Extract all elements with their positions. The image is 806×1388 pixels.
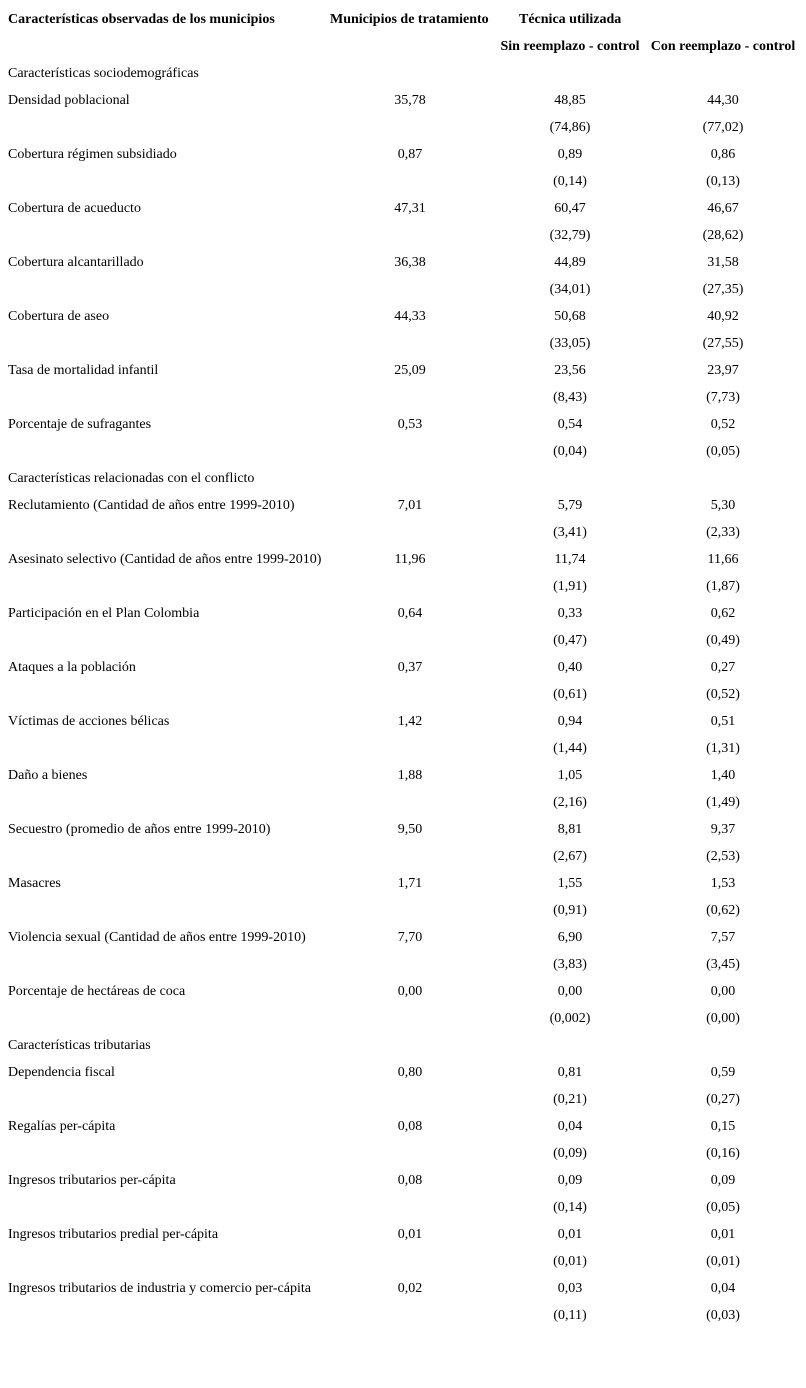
table-row [0, 253, 806, 280]
con-reemplazo-value: 0,01 [710, 1227, 736, 1242]
row-label: Porcentaje de sufragantes [8, 417, 152, 432]
sin-reemplazo-se: (0,14) [553, 1200, 587, 1215]
sin-reemplazo-se: (8,43) [553, 390, 587, 405]
sin-reemplazo-value: 0,00 [557, 984, 583, 999]
row-label: Ingresos tributarios per-cápita [8, 1173, 176, 1188]
con-reemplazo-se: (0,05) [706, 444, 740, 459]
con-reemplazo-value: 1,53 [710, 876, 736, 891]
std-error-row [0, 1144, 806, 1171]
std-error-row [0, 955, 806, 982]
table-row [0, 982, 806, 1009]
row-label: Tasa de mortalidad infantil [8, 363, 159, 378]
sin-reemplazo-value: 50,68 [554, 309, 586, 324]
con-reemplazo-value: 44,30 [707, 93, 739, 108]
std-error-row [0, 739, 806, 766]
std-error-row [0, 901, 806, 928]
treatment-value: 9,50 [397, 822, 423, 837]
std-error-row [0, 1306, 806, 1333]
con-reemplazo-value: 31,58 [707, 255, 739, 270]
row-label: Secuestro (promedio de años entre 1999-2010) [8, 822, 271, 837]
std-error-row [0, 1252, 806, 1279]
sin-reemplazo-se: (0,11) [553, 1308, 587, 1323]
sin-reemplazo-se: (0,91) [553, 903, 587, 918]
std-error-row [0, 172, 806, 199]
con-reemplazo-value: 0,09 [710, 1173, 736, 1188]
table-row [0, 658, 806, 685]
sin-reemplazo-value: 0,04 [557, 1119, 583, 1134]
header-technique: Técnica utilizada [519, 12, 622, 27]
table-row [0, 415, 806, 442]
sin-reemplazo-value: 5,79 [557, 498, 583, 513]
con-reemplazo-se: (77,02) [702, 120, 744, 135]
sin-reemplazo-value: 0,33 [557, 606, 583, 621]
section-label: Características relacionadas con el conflicto [8, 471, 255, 486]
row-label: Ingresos tributarios predial per-cápita [8, 1227, 219, 1242]
treatment-value: 44,33 [394, 309, 426, 324]
std-error-row [0, 685, 806, 712]
table-row [0, 1117, 806, 1144]
sin-reemplazo-value: 0,09 [557, 1173, 583, 1188]
treatment-value: 36,38 [394, 255, 426, 270]
section-label: Características sociodemográficas [8, 66, 199, 81]
std-error-row [0, 847, 806, 874]
treatment-value: 0,01 [397, 1227, 423, 1242]
std-error-row [0, 1198, 806, 1225]
con-reemplazo-value: 0,62 [710, 606, 736, 621]
con-reemplazo-se: (0,05) [706, 1200, 740, 1215]
std-error-row [0, 793, 806, 820]
con-reemplazo-se: (27,35) [702, 282, 744, 297]
sin-reemplazo-se: (2,16) [553, 795, 587, 810]
treatment-value: 0,00 [397, 984, 423, 999]
con-reemplazo-se: (0,01) [706, 1254, 740, 1269]
con-reemplazo-value: 0,59 [710, 1065, 736, 1080]
con-reemplazo-value: 0,51 [710, 714, 736, 729]
con-reemplazo-se: (7,73) [706, 390, 740, 405]
sin-reemplazo-value: 8,81 [557, 822, 583, 837]
treatment-value: 0,87 [397, 147, 423, 162]
header-treatment: Municipios de tratamiento [330, 12, 489, 27]
table-row [0, 1171, 806, 1198]
std-error-row [0, 631, 806, 658]
table-row [0, 766, 806, 793]
sin-reemplazo-se: (0,61) [553, 687, 587, 702]
sin-reemplazo-value: 44,89 [554, 255, 586, 270]
con-reemplazo-se: (1,49) [706, 795, 740, 810]
row-label: Cobertura de aseo [8, 309, 110, 324]
section-label: Características tributarias [8, 1038, 151, 1053]
sin-reemplazo-value: 1,05 [557, 768, 583, 783]
table-row [0, 1063, 806, 1090]
std-error-row [0, 334, 806, 361]
con-reemplazo-se: (0,62) [706, 903, 740, 918]
row-label: Regalías per-cápita [8, 1119, 116, 1134]
header-row-2 [0, 37, 806, 64]
sin-reemplazo-se: (74,86) [549, 120, 591, 135]
con-reemplazo-value: 23,97 [707, 363, 739, 378]
row-label: Densidad poblacional [8, 93, 130, 108]
con-reemplazo-value: 0,27 [710, 660, 736, 675]
con-reemplazo-se: (28,62) [702, 228, 744, 243]
table-row [0, 1225, 806, 1252]
row-label: Violencia sexual (Cantidad de años entre 1999-2010) [8, 930, 306, 945]
sin-reemplazo-se: (3,83) [553, 957, 587, 972]
row-label: Asesinato selectivo (Cantidad de años entre 1999-2010) [8, 552, 322, 567]
table-row [0, 307, 806, 334]
con-reemplazo-value: 11,66 [707, 552, 739, 567]
con-reemplazo-se: (0,49) [706, 633, 740, 648]
sin-reemplazo-se: (1,91) [553, 579, 587, 594]
sin-reemplazo-se: (0,09) [553, 1146, 587, 1161]
con-reemplazo-value: 0,04 [710, 1281, 736, 1296]
sin-reemplazo-se: (1,44) [553, 741, 587, 756]
table-row [0, 550, 806, 577]
con-reemplazo-value: 0,15 [710, 1119, 736, 1134]
table-row [0, 91, 806, 118]
treatment-value: 35,78 [394, 93, 426, 108]
row-label: Víctimas de acciones bélicas [8, 714, 170, 729]
std-error-row [0, 523, 806, 550]
treatment-value: 1,71 [397, 876, 423, 891]
treatment-value: 11,96 [394, 552, 426, 567]
con-reemplazo-se: (1,87) [706, 579, 740, 594]
con-reemplazo-se: (0,00) [706, 1011, 740, 1026]
table-row [0, 199, 806, 226]
sin-reemplazo-value: 1,55 [557, 876, 583, 891]
sin-reemplazo-se: (0,14) [553, 174, 587, 189]
treatment-value: 47,31 [394, 201, 426, 216]
row-label: Cobertura de acueducto [8, 201, 141, 216]
std-error-row [0, 388, 806, 415]
con-reemplazo-se: (1,31) [706, 741, 740, 756]
table-row [0, 820, 806, 847]
con-reemplazo-value: 9,37 [710, 822, 736, 837]
row-label: Cobertura régimen subsidiado [8, 147, 177, 162]
con-reemplazo-value: 40,92 [707, 309, 739, 324]
con-reemplazo-se: (0,16) [706, 1146, 740, 1161]
table-row [0, 928, 806, 955]
row-label: Reclutamiento (Cantidad de años entre 1999-2010) [8, 498, 295, 513]
con-reemplazo-value: 0,52 [710, 417, 736, 432]
sin-reemplazo-value: 0,81 [557, 1065, 583, 1080]
con-reemplazo-se: (2,33) [706, 525, 740, 540]
table-row [0, 874, 806, 901]
treatment-value: 1,42 [397, 714, 423, 729]
row-label: Masacres [8, 876, 61, 891]
std-error-row [0, 1090, 806, 1117]
section-row [0, 469, 806, 496]
treatment-value: 0,80 [397, 1065, 423, 1080]
section-row [0, 1036, 806, 1063]
row-label: Dependencia fiscal [8, 1065, 115, 1080]
sin-reemplazo-se: (0,002) [549, 1011, 591, 1026]
table-row [0, 604, 806, 631]
sin-reemplazo-se: (2,67) [553, 849, 587, 864]
sin-reemplazo-value: 48,85 [554, 93, 586, 108]
con-reemplazo-se: (27,55) [702, 336, 744, 351]
header-characteristics: Características observadas de los municipios [8, 12, 275, 27]
treatment-value: 0,08 [397, 1173, 423, 1188]
sin-reemplazo-value: 0,54 [557, 417, 583, 432]
treatment-value: 0,08 [397, 1119, 423, 1134]
sin-reemplazo-se: (0,04) [553, 444, 587, 459]
sin-reemplazo-se: (3,41) [553, 525, 587, 540]
con-reemplazo-value: 7,57 [710, 930, 736, 945]
sin-reemplazo-value: 23,56 [554, 363, 586, 378]
header-row-1 [0, 10, 806, 37]
sin-reemplazo-value: 0,01 [557, 1227, 583, 1242]
std-error-row [0, 118, 806, 145]
treatment-value: 7,01 [397, 498, 423, 513]
sin-reemplazo-value: 60,47 [554, 201, 586, 216]
treatment-value: 1,88 [397, 768, 423, 783]
section-row [0, 64, 806, 91]
std-error-row [0, 226, 806, 253]
std-error-row [0, 1009, 806, 1036]
con-reemplazo-value: 0,86 [710, 147, 736, 162]
sin-reemplazo-se: (0,47) [553, 633, 587, 648]
std-error-row [0, 577, 806, 604]
treatment-value: 25,09 [394, 363, 426, 378]
con-reemplazo-se: (0,03) [706, 1308, 740, 1323]
table-row [0, 496, 806, 523]
row-label: Daño a bienes [8, 768, 88, 783]
treatment-value: 0,64 [397, 606, 423, 621]
sin-reemplazo-se: (0,01) [553, 1254, 587, 1269]
sin-reemplazo-value: 0,94 [557, 714, 583, 729]
row-label: Ataques a la población [8, 660, 136, 675]
con-reemplazo-se: (3,45) [706, 957, 740, 972]
con-reemplazo-value: 46,67 [707, 201, 739, 216]
treatment-value: 7,70 [397, 930, 423, 945]
row-label: Porcentaje de hectáreas de coca [8, 984, 186, 999]
table-row [0, 712, 806, 739]
std-error-row [0, 280, 806, 307]
sin-reemplazo-value: 11,74 [554, 552, 586, 567]
con-reemplazo-se: (2,53) [706, 849, 740, 864]
sin-reemplazo-value: 6,90 [557, 930, 583, 945]
table-row [0, 145, 806, 172]
table-row [0, 1279, 806, 1306]
row-label: Participación en el Plan Colombia [8, 606, 200, 621]
treatment-value: 0,02 [397, 1281, 423, 1296]
table-row [0, 361, 806, 388]
std-error-row [0, 442, 806, 469]
sin-reemplazo-value: 0,03 [557, 1281, 583, 1296]
row-label: Ingresos tributarios de industria y comercio per-cápita [8, 1281, 311, 1296]
treatment-value: 0,53 [397, 417, 423, 432]
header-sin-reemplazo: Sin reemplazo - control [500, 39, 640, 54]
sin-reemplazo-se: (32,79) [549, 228, 591, 243]
sin-reemplazo-se: (0,21) [553, 1092, 587, 1107]
sin-reemplazo-value: 0,89 [557, 147, 583, 162]
con-reemplazo-value: 0,00 [710, 984, 736, 999]
con-reemplazo-value: 1,40 [710, 768, 736, 783]
sin-reemplazo-se: (33,05) [549, 336, 591, 351]
row-label: Cobertura alcantarillado [8, 255, 144, 270]
sin-reemplazo-se: (34,01) [549, 282, 591, 297]
sin-reemplazo-value: 0,40 [557, 660, 583, 675]
con-reemplazo-se: (0,27) [706, 1092, 740, 1107]
con-reemplazo-se: (0,13) [706, 174, 740, 189]
con-reemplazo-se: (0,52) [706, 687, 740, 702]
con-reemplazo-value: 5,30 [710, 498, 736, 513]
treatment-value: 0,37 [397, 660, 423, 675]
header-con-reemplazo: Con reemplazo - control [650, 39, 796, 54]
